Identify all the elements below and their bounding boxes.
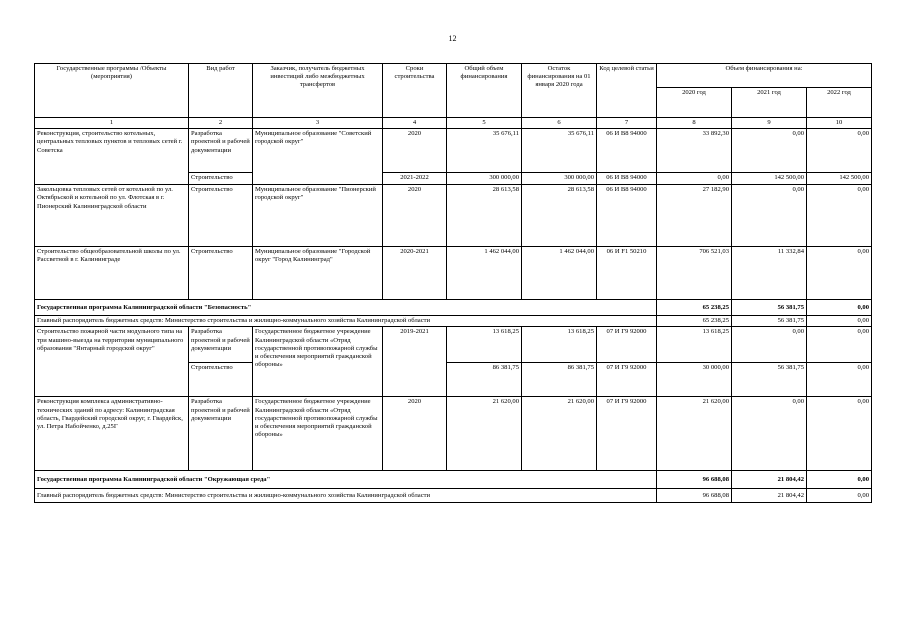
value-2021: 0,00: [732, 185, 807, 247]
value-2020: 65 238,25: [657, 300, 732, 316]
financing-table: [34, 63, 872, 503]
term: 2020: [383, 129, 447, 173]
administrator-title: Главный распорядитель бюджетных средств: Министерство строительства и жилищно-коммунального хозяйства Калининградской области: [35, 489, 657, 503]
rest: 300 000,00: [522, 173, 597, 185]
value-2021: 56 381,75: [732, 300, 807, 316]
customer: Государственное бюджетное учреждение Калининградской области «Отряд государственной противопожарной службы и обеспечения мероприятий гражданской обороны»: [253, 397, 383, 471]
value-2022: 0,00: [807, 397, 872, 471]
value-2021: 56 381,75: [732, 316, 807, 327]
code: 06 И F1 50210: [597, 247, 657, 300]
header-financing: Объем финансирования на:: [657, 64, 872, 88]
work-type: Разработка проектной и рабочей документации: [189, 129, 253, 173]
rest: 13 618,25: [522, 327, 597, 363]
administrator-row: [35, 489, 872, 503]
value-2022: 0,00: [807, 129, 872, 173]
customer: Муниципальное образование "Городской округ "Город Калининград": [253, 247, 383, 300]
column-number: 6: [522, 118, 597, 129]
value-2020: 0,00: [657, 173, 732, 185]
value-2022: 0,00: [807, 471, 872, 489]
value-2022: 0,00: [807, 327, 872, 363]
column-number: 4: [383, 118, 447, 129]
column-number: 3: [253, 118, 383, 129]
object-name: Строительство пожарной части модульного типа на три машино-выезда на территории муниципального образования "Янтарный городской округ": [35, 327, 189, 397]
value-2022: 0,00: [807, 363, 872, 397]
administrator-row: [35, 316, 872, 327]
value-2021: 21 804,42: [732, 471, 807, 489]
code: 06 И В8 94000: [597, 129, 657, 173]
value-2020: 65 238,25: [657, 316, 732, 327]
header-customer: Заказчик, получатель бюджетных инвестиций либо межбюджетных трансфертов: [253, 64, 383, 118]
rest: 86 381,75: [522, 363, 597, 397]
program-row: [35, 300, 872, 316]
value-2022: 0,00: [807, 185, 872, 247]
value-2022: 0,00: [807, 300, 872, 316]
header-rest: Остаток финансирования на 01 января 2020 года: [522, 64, 597, 118]
term: 2020: [383, 185, 447, 247]
value-2021: 142 500,00: [732, 173, 807, 185]
header-terms: Сроки строительства: [383, 64, 447, 118]
column-number: 7: [597, 118, 657, 129]
work-type: Строительство: [189, 185, 253, 247]
value-2020: 706 521,03: [657, 247, 732, 300]
table-row: [35, 327, 872, 363]
column-number: 8: [657, 118, 732, 129]
value-2022: 142 500,00: [807, 173, 872, 185]
total: 1 462 044,00: [447, 247, 522, 300]
value-2020: 33 892,30: [657, 129, 732, 173]
column-number: 5: [447, 118, 522, 129]
value-2021: 56 381,75: [732, 363, 807, 397]
rest: 35 676,11: [522, 129, 597, 173]
work-type: Строительство: [189, 363, 253, 397]
code: 07 И Г9 92000: [597, 397, 657, 471]
header-2021: 2021 год: [732, 88, 807, 118]
term: 2020: [383, 397, 447, 471]
value-2021: 0,00: [732, 327, 807, 363]
table-row: [35, 185, 872, 247]
header-programs: Государственные программы /Объекты (мероприятия): [35, 64, 189, 118]
work-type: Строительство: [189, 173, 253, 185]
column-number: 2: [189, 118, 253, 129]
value-2021: 0,00: [732, 397, 807, 471]
value-2021: 11 332,84: [732, 247, 807, 300]
customer: Муниципальное образование "Советский городской округ": [253, 129, 383, 185]
total: 300 000,00: [447, 173, 522, 185]
rest: 21 620,00: [522, 397, 597, 471]
column-number: 1: [35, 118, 189, 129]
value-2021: 0,00: [732, 129, 807, 173]
total: 13 618,25: [447, 327, 522, 363]
value-2022: 0,00: [807, 247, 872, 300]
code: 06 И В8 94000: [597, 185, 657, 247]
rest: 28 613,58: [522, 185, 597, 247]
code: 06 И В8 94000: [597, 173, 657, 185]
object-name: Строительство общеобразовательной школы по ул. Рассветной в г. Калининграде: [35, 247, 189, 300]
term: 2021-2022: [383, 173, 447, 185]
header-2020: 2020 год: [657, 88, 732, 118]
value-2020: 30 000,00: [657, 363, 732, 397]
value-2022: 0,00: [807, 316, 872, 327]
header-2022: 2022 год: [807, 88, 872, 118]
value-2020: 13 618,25: [657, 327, 732, 363]
header-code: Код целевой статьи: [597, 64, 657, 118]
work-type: Разработка проектной и рабочей документации: [189, 327, 253, 363]
object-name: Реконструкция комплекса административно-технических зданий по адресу: Калининградская область, Гвардейский городской округ, г. Гвардейск, ул. Петра Набойченко, д.25Г: [35, 397, 189, 471]
object-name: Закольцовка тепловых сетей от котельной по ул. Октябрьской и котельной по ул. Флотская в г. Пионерский Калининградской области: [35, 185, 189, 247]
term: 2019-2021: [383, 327, 447, 397]
customer: Государственное бюджетное учреждение Калининградской области «Отряд государственной противопожарной службы и обеспечения мероприятий гражданской обороны»: [253, 327, 383, 397]
column-number: 9: [732, 118, 807, 129]
code: 07 И Г9 92000: [597, 327, 657, 363]
program-title: Государственная программа Калининградской области "Безопасность": [35, 300, 657, 316]
value-2022: 0,00: [807, 489, 872, 503]
term: 2020-2021: [383, 247, 447, 300]
value-2020: 27 182,90: [657, 185, 732, 247]
total: 21 620,00: [447, 397, 522, 471]
column-number: 10: [807, 118, 872, 129]
total: 86 381,75: [447, 363, 522, 397]
code: 07 И Г9 92000: [597, 363, 657, 397]
program-row: [35, 471, 872, 489]
value-2020: 96 688,08: [657, 489, 732, 503]
page-number: 12: [448, 34, 457, 43]
total: 35 676,11: [447, 129, 522, 173]
program-title: Государственная программа Калининградской области "Окружающая среда": [35, 471, 657, 489]
value-2020: 21 620,00: [657, 397, 732, 471]
table-row: [35, 247, 872, 300]
work-type: Строительство: [189, 247, 253, 300]
header-total: Общий объем финансирования: [447, 64, 522, 118]
administrator-title: Главный распорядитель бюджетных средств: Министерство строительства и жилищно-коммунального хозяйства Калининградской области: [35, 316, 657, 327]
customer: Муниципальное образование "Пионерский городской округ": [253, 185, 383, 247]
total: 28 613,58: [447, 185, 522, 247]
object-name: Реконструкция, строительство котельных, центральных тепловых пунктов и тепловых сетей г. Советска: [35, 129, 189, 185]
value-2021: 21 804,42: [732, 489, 807, 503]
work-type: Разработка проектной и рабочей документации: [189, 397, 253, 471]
table-row: [35, 397, 872, 471]
value-2020: 96 688,08: [657, 471, 732, 489]
rest: 1 462 044,00: [522, 247, 597, 300]
header-work-type: Вид работ: [189, 64, 253, 118]
table-row: [35, 129, 872, 173]
